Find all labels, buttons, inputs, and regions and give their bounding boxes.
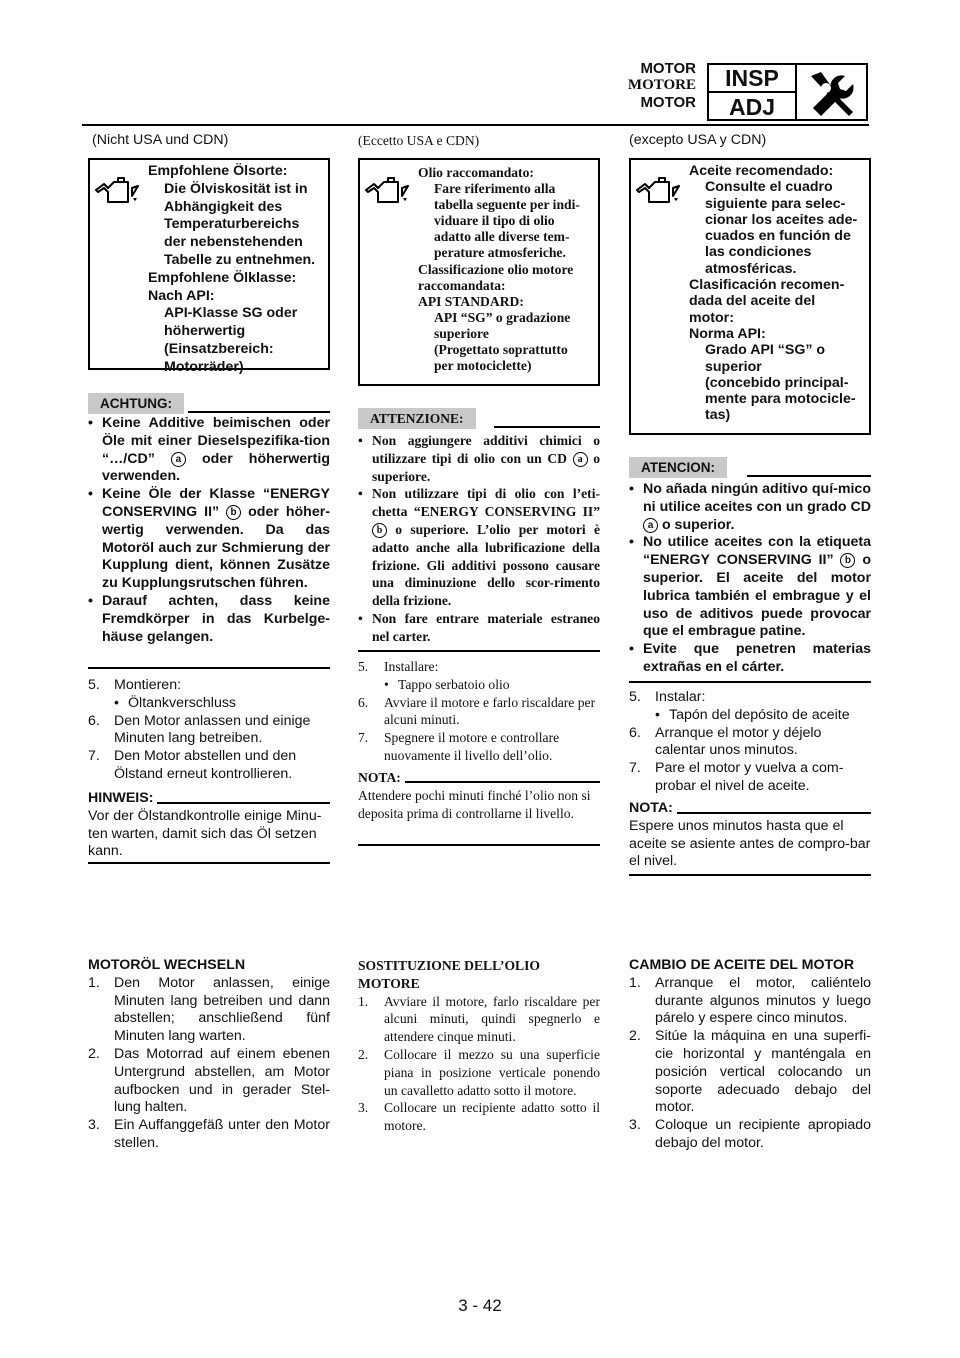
- hint-end-rule: [629, 874, 871, 876]
- section-step: 3. Ein Auffanggefäß unter den Motor stellen.: [88, 1117, 330, 1151]
- page-number: 3 - 42: [458, 1296, 502, 1315]
- spec-line: tabella seguente per indi-: [434, 197, 580, 213]
- section-step: 1. Arranque el motor, caliéntelo durante algunos minutos y luego párelo y espere cinco minutos.: [629, 974, 871, 1027]
- spec-line: mente para motocicle-: [705, 391, 856, 408]
- oil-spec-box: [88, 158, 330, 375]
- spec-line: Norma API:: [689, 325, 766, 342]
- caution-item: • Non fare entrare materiale estraneo nel carter.: [358, 610, 600, 644]
- hint-end-rule: [88, 862, 330, 864]
- step-item: 6. Arranque el motor y déjelo calentar unos minutos.: [629, 724, 822, 759]
- spec-line: Motorräder): [164, 358, 244, 375]
- caution-item: • Keine Öle der Klasse “ENERGY CONSERVING II” b oder höher-wertig verwenden. Da das Motoröl auch zur Schmierung der Kupplung dient, können Zusätze zu Kupplungsrutschen führen.: [88, 486, 330, 592]
- spec-line: viduare il tipo di olio: [434, 213, 555, 229]
- caution-list: [629, 481, 871, 677]
- hint-text: Espere unos minutos hasta que el aceite se asiente antes de compro-bar el nivel.: [629, 817, 871, 870]
- step-item: 7. Den Motor abstellen und den Ölstand erneut kontrollieren.: [88, 748, 297, 782]
- spec-line: (Einsatzbereich:: [164, 340, 274, 357]
- spec-line: las condiciones: [705, 244, 812, 261]
- spec-line: Olio raccomandato:: [418, 165, 534, 180]
- caution-item: • Non aggiungere additivi chimici o utilizzare tipi di olio con un CD a o superiore.: [358, 433, 600, 484]
- spec-line: Temperaturbereichs: [164, 216, 300, 233]
- caution-label: ACHTUNG:: [88, 393, 184, 414]
- spec-line: Grado API “SG” o: [705, 342, 826, 359]
- oil-spec-text: [689, 163, 865, 424]
- spec-line: superior: [705, 358, 762, 375]
- hint-label: NOTA:: [358, 769, 600, 787]
- oil-spec-box: [629, 158, 871, 435]
- insp-label: INSP: [709, 65, 795, 93]
- spec-line: Die Ölviskosität ist in: [164, 180, 308, 197]
- section-step: 1. Den Motor anlassen, einige Minuten lang betreiben und dann abstellen; anschließend fünf Minuten lang warten.: [88, 974, 330, 1045]
- spec-line: API-Klasse SG oder: [164, 305, 298, 322]
- section-step: 1. Avviare il motore, farlo riscaldare per alcuni minuti, quindi spegnerlo e attendere cinque minuti.: [358, 993, 600, 1045]
- oil-can-icon: [364, 176, 410, 206]
- spec-line: Fare riferimento alla: [434, 181, 556, 197]
- spec-line: perature atmosferiche.: [434, 245, 566, 261]
- spec-line: per motociclette): [434, 358, 532, 374]
- caution-list: [88, 415, 330, 646]
- step-item: 7. Pare el motor y vuelva a com-probar el nivel de aceite.: [629, 760, 844, 794]
- callout-b: b: [840, 553, 855, 568]
- header-title-es: MOTOR: [640, 94, 696, 111]
- spec-line: Aceite recomendado:: [689, 163, 834, 179]
- spec-line: Empfohlene Ölklasse:: [148, 269, 297, 286]
- callout-b: b: [372, 523, 387, 538]
- step-item: 7. Spegnere il motore e controllare nuovamente il livello dell’olio.: [358, 730, 560, 763]
- caution-line: [188, 411, 330, 413]
- callout-a: a: [171, 452, 186, 467]
- hint-label: HINWEIS:: [88, 790, 330, 808]
- section-step: 2. Collocare il mezzo su una superficie piana in posizione verticale ponendo un cavalletto adatto sotto il motore.: [358, 1046, 600, 1098]
- caution-end-rule: [358, 650, 600, 652]
- header-rule: [82, 124, 869, 126]
- oil-can-icon: [635, 176, 681, 206]
- section-step: 3. Coloque un recipiente apropiado debajo del motor.: [629, 1117, 871, 1151]
- spec-line: Clasificación recomen-: [689, 277, 845, 294]
- section-title: CAMBIO DE ACEITE DEL MOTOR: [629, 957, 855, 973]
- spec-line: cuados en función de: [705, 228, 851, 245]
- spec-line: höherwertig: [164, 323, 246, 340]
- wrench-tool-icon: [795, 63, 868, 121]
- region-note: (Eccetto USA e CDN): [358, 133, 480, 148]
- section-step: 2. Das Motorrad auf einem ebenen Untergrund abstellen, am Motor aufbocken und in gerader Stel-lung halten.: [88, 1045, 330, 1116]
- caution-end-rule: [88, 667, 330, 669]
- region-note: (excepto USA y CDN): [629, 132, 767, 148]
- spec-line: der nebenstehenden: [164, 234, 303, 251]
- oil-change-section: [88, 957, 330, 1153]
- spec-line: siguiente para selec-: [705, 195, 846, 212]
- spec-line: Empfohlene Ölsorte:: [148, 163, 288, 179]
- caution-line: [747, 475, 871, 477]
- oil-spec-text: [148, 163, 324, 377]
- steps-list: [88, 677, 330, 784]
- caution-label: ATTENZIONE:: [358, 408, 476, 429]
- hint-block: [88, 790, 330, 861]
- spec-line: Tabelle zu entnehmen.: [164, 251, 316, 268]
- section-title: MOTORÖL WECHSELN: [88, 957, 246, 973]
- section-title: SOSTITUZIONE DELL’OLIO MOTORE: [358, 958, 540, 991]
- step-item: 6. Den Motor anlassen und einige Minuten lang betreiben.: [88, 712, 311, 747]
- section-step: 2. Sitúe la máquina en una superfi-cie horizontal y manténgala en posición vertical colocando un soporte adecuado debajo del motor.: [629, 1028, 871, 1116]
- hint-end-rule: [358, 844, 600, 846]
- caution-item: • Non utilizzare tipi di olio con l’eti-chetta “ENERGY CONSERVING II” b o superiore. L’olio per motori è adatto anche alla lubrificazione della frizione. Gli additivi possono causare una diminuzione dello scor-rimento della frizione.: [358, 486, 600, 609]
- steps-list: [629, 689, 871, 796]
- spec-line: API STANDARD:: [418, 293, 524, 309]
- spec-line: superiore: [434, 325, 489, 341]
- step-subitem: • Tappo serbatoio olio: [384, 676, 510, 692]
- hint-block: [358, 769, 600, 822]
- step-item: 5. Montieren:: [88, 677, 182, 693]
- steps-list: [358, 658, 600, 765]
- oil-can-icon: [94, 176, 140, 206]
- spec-line: raccomandata:: [418, 277, 506, 293]
- caution-item: • Darauf achten, dass keine Fremdkörper in das Kurbelge-häuse gelangen.: [88, 592, 330, 645]
- step-item: 5. Installare:: [358, 659, 439, 674]
- adj-label: ADJ: [728, 94, 775, 120]
- spec-line: API “SG” o gradazione: [434, 309, 571, 325]
- spec-line: Abhängigkeit des: [164, 198, 283, 215]
- oil-spec-text: [418, 165, 594, 374]
- spec-line: adatto alle diverse tem-: [434, 229, 570, 245]
- spec-line: motor:: [689, 309, 734, 326]
- caution-list: [358, 432, 600, 646]
- oil-change-section: [358, 957, 600, 1135]
- spec-line: dada del aceite del: [689, 293, 816, 310]
- caution-label: ATENCION:: [629, 457, 727, 478]
- step-item: 5. Instalar:: [629, 689, 706, 705]
- oil-spec-box: [358, 158, 600, 386]
- header-title-it: MOTORE: [627, 77, 696, 93]
- spec-line: Consulte el cuadro: [705, 179, 833, 196]
- callout-a: a: [643, 518, 658, 533]
- caution-end-rule: [629, 681, 871, 683]
- spec-line: atmosféricas.: [705, 260, 797, 277]
- spec-line: Nach API:: [148, 287, 215, 304]
- hint-block: [629, 800, 871, 871]
- callout-a: a: [573, 452, 588, 467]
- caution-item: • Evite que penetren materias extrañas en el cárter.: [629, 641, 871, 675]
- section-step: 3. Collocare un recipiente adatto sotto il motore.: [358, 1100, 600, 1134]
- header-title-de: MOTOR: [640, 60, 696, 77]
- hint-text: Attendere pochi minuti finché l’olio non si deposita prima di controllarne il livello.: [358, 787, 591, 821]
- caution-line: [494, 426, 600, 428]
- hint-text: Vor der Ölstandkontrolle einige Minu-ten warten, damit sich das Öl setzen kann.: [88, 807, 322, 860]
- spec-line: tas): [705, 407, 731, 424]
- spec-line: (concebido principal-: [705, 374, 849, 391]
- section-header-titles: [600, 60, 696, 111]
- step-subitem: • Öltankverschluss: [114, 694, 237, 711]
- caution-item: • No utilice aceites con la etiqueta “ENERGY CONSERVING II” b o superior. El aceite del motor lubrica también el embrague y el uso de aditivos puede provocar que el embrague patine.: [629, 534, 872, 640]
- spec-line: cionar los aceites ade-: [705, 211, 858, 228]
- step-item: 6. Avviare il motore e farlo riscaldare per alcuni minuti.: [358, 694, 596, 728]
- spec-line: (Progettato soprattutto: [434, 342, 568, 358]
- hint-label: NOTA:: [629, 800, 871, 818]
- insp-adj-badge: [707, 63, 797, 121]
- spec-line: Classificazione olio motore: [418, 261, 574, 277]
- callout-b: b: [226, 505, 241, 520]
- caution-item: • Keine Additive beimischen oder Öle mit einer Dieselspezifika-tion “…/CD” a oder höherwertig verwenden.: [88, 415, 330, 485]
- region-note: (Nicht USA und CDN): [92, 132, 229, 148]
- step-subitem: • Tapón del depósito de aceite: [655, 706, 850, 723]
- caution-item: • No añada ningún aditivo quí-mico ni utilice aceites con un grado CD a o superior.: [629, 481, 871, 533]
- oil-change-section: [629, 957, 871, 1153]
